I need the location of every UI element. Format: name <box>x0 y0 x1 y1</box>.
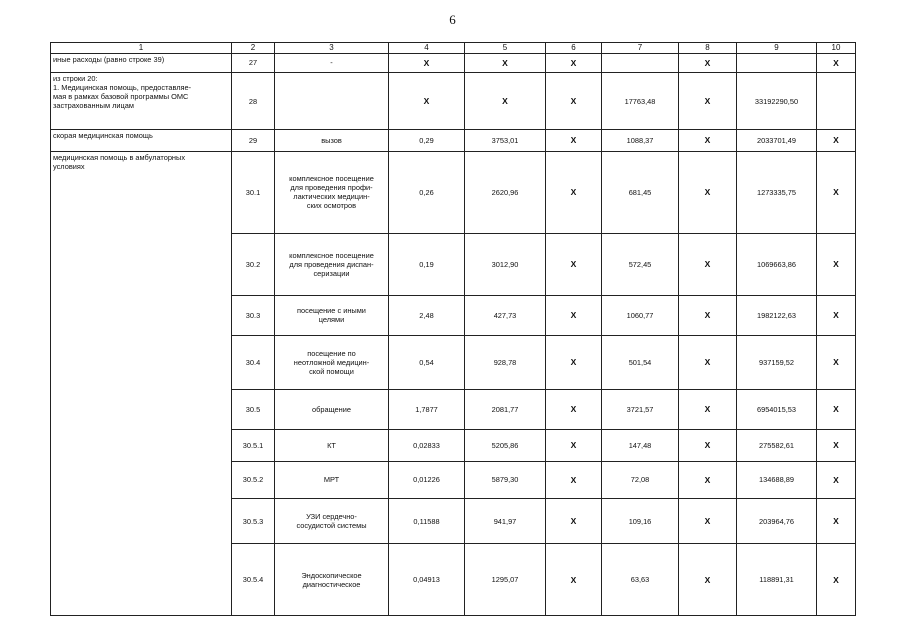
cell-col10: X <box>817 461 856 498</box>
header-cell: 6 <box>546 43 602 54</box>
cell-col6: X <box>546 335 602 389</box>
cell-col6: X <box>546 544 602 616</box>
cell-col3: комплексное посещение для проведения диспан- серизации <box>275 234 389 295</box>
table-row <box>51 72 856 129</box>
cell-col7: 3721,57 <box>602 390 679 429</box>
cell-col2: 30.5 <box>232 390 275 429</box>
cell-col6: X <box>546 53 602 72</box>
cell-col4: 0,19 <box>389 234 465 295</box>
cell-col4: 1,7877 <box>389 390 465 429</box>
cell-col6: X <box>546 72 602 129</box>
cell-col1: медицинская помощь в амбулаторных условиях <box>51 151 232 615</box>
cell-col6: X <box>546 295 602 335</box>
cell-col10: X <box>817 429 856 461</box>
cell-col5: 928,78 <box>465 335 546 389</box>
cell-col1: из строки 20: 1. Медицинская помощь, предоставляе- мая в рамках базовой программы ОМС застрахованным лицам <box>51 72 232 129</box>
data-table <box>50 42 856 616</box>
cell-col8: X <box>679 53 737 72</box>
header-row <box>51 43 856 54</box>
cell-col9: 2033701,49 <box>737 130 817 151</box>
cell-col4: 0,01226 <box>389 461 465 498</box>
cell-col3 <box>275 72 389 129</box>
cell-col7: 109,16 <box>602 499 679 544</box>
cell-col2: 30.4 <box>232 335 275 389</box>
cell-col4: 0,02833 <box>389 429 465 461</box>
cell-col2: 30.2 <box>232 234 275 295</box>
table-row <box>51 53 856 72</box>
cell-col9: 118891,31 <box>737 544 817 616</box>
cell-col6: X <box>546 429 602 461</box>
cell-col10: X <box>817 53 856 72</box>
cell-col1: скорая медицинская помощь <box>51 130 232 151</box>
cell-col8: X <box>679 335 737 389</box>
cell-col5: 941,97 <box>465 499 546 544</box>
cell-col6: X <box>546 499 602 544</box>
cell-col8: X <box>679 234 737 295</box>
cell-col4: X <box>389 53 465 72</box>
cell-col7: 501,54 <box>602 335 679 389</box>
cell-col6: X <box>546 390 602 429</box>
cell-col5: X <box>465 53 546 72</box>
cell-col10: X <box>817 295 856 335</box>
cell-col2: 30.5.2 <box>232 461 275 498</box>
cell-col3: обращение <box>275 390 389 429</box>
cell-col2: 28 <box>232 72 275 129</box>
cell-col5: 2081,77 <box>465 390 546 429</box>
header-cell: 1 <box>51 43 232 54</box>
cell-col8: X <box>679 72 737 129</box>
cell-col7: 63,63 <box>602 544 679 616</box>
header-cell: 4 <box>389 43 465 54</box>
cell-col7: 1088,37 <box>602 130 679 151</box>
cell-col9: 937159,52 <box>737 335 817 389</box>
cell-col10: X <box>817 130 856 151</box>
cell-col8: X <box>679 390 737 429</box>
cell-col5: 2620,96 <box>465 151 546 234</box>
cell-col3: Эндоскопическое диагностическое <box>275 544 389 616</box>
cell-col5: 427,73 <box>465 295 546 335</box>
cell-col9: 275582,61 <box>737 429 817 461</box>
table-row <box>51 151 856 234</box>
cell-col9: 1982122,63 <box>737 295 817 335</box>
cell-col6: X <box>546 130 602 151</box>
cell-col7: 572,45 <box>602 234 679 295</box>
cell-col10 <box>817 72 856 129</box>
cell-col5: 5879,30 <box>465 461 546 498</box>
header-cell: 7 <box>602 43 679 54</box>
cell-col9: 203964,76 <box>737 499 817 544</box>
cell-col9: 1069663,86 <box>737 234 817 295</box>
header-cell: 8 <box>679 43 737 54</box>
cell-col2: 27 <box>232 53 275 72</box>
cell-col3: комплексное посещение для проведения профи- лактических медицин- ских осмотров <box>275 151 389 234</box>
table-row <box>51 130 856 151</box>
header-cell: 9 <box>737 43 817 54</box>
cell-col8: X <box>679 499 737 544</box>
header-cell: 2 <box>232 43 275 54</box>
cell-col4: 0,04913 <box>389 544 465 616</box>
cell-col8: X <box>679 151 737 234</box>
cell-col2: 30.5.4 <box>232 544 275 616</box>
cell-col3: МРТ <box>275 461 389 498</box>
cell-col9 <box>737 53 817 72</box>
cell-col7: 147,48 <box>602 429 679 461</box>
cell-col10: X <box>817 335 856 389</box>
cell-col6: X <box>546 461 602 498</box>
cell-col4: 2,48 <box>389 295 465 335</box>
cell-col2: 30.5.3 <box>232 499 275 544</box>
cell-col9: 134688,89 <box>737 461 817 498</box>
cell-col9: 33192290,50 <box>737 72 817 129</box>
cell-col5: 3012,90 <box>465 234 546 295</box>
cell-col10: X <box>817 499 856 544</box>
cell-col9: 6954015,53 <box>737 390 817 429</box>
cell-col8: X <box>679 295 737 335</box>
cell-col5: X <box>465 72 546 129</box>
cell-col10: X <box>817 234 856 295</box>
cell-col7 <box>602 53 679 72</box>
cell-col4: X <box>389 72 465 129</box>
cell-col4: 0,29 <box>389 130 465 151</box>
cell-col8: X <box>679 461 737 498</box>
cell-col5: 3753,01 <box>465 130 546 151</box>
cell-col10: X <box>817 151 856 234</box>
cell-col1: иные расходы (равно строке 39) <box>51 53 232 72</box>
cell-col7: 681,45 <box>602 151 679 234</box>
page-number: 6 <box>449 12 456 27</box>
cell-col3: посещение по неотложной медицин- ской помощи <box>275 335 389 389</box>
cell-col3: вызов <box>275 130 389 151</box>
cell-col6: X <box>546 151 602 234</box>
cell-col8: X <box>679 544 737 616</box>
cell-col2: 29 <box>232 130 275 151</box>
cell-col2: 30.3 <box>232 295 275 335</box>
cell-col5: 1295,07 <box>465 544 546 616</box>
cell-col10: X <box>817 390 856 429</box>
cell-col3: посещение с иными целями <box>275 295 389 335</box>
cell-col5: 5205,86 <box>465 429 546 461</box>
cell-col7: 1060,77 <box>602 295 679 335</box>
header-cell: 10 <box>817 43 856 54</box>
cell-col2: 30.5.1 <box>232 429 275 461</box>
cell-col9: 1273335,75 <box>737 151 817 234</box>
cell-col8: X <box>679 130 737 151</box>
cell-col3: - <box>275 53 389 72</box>
cell-col4: 0,54 <box>389 335 465 389</box>
cell-col7: 72,08 <box>602 461 679 498</box>
cell-col4: 0,11588 <box>389 499 465 544</box>
cell-col2: 30.1 <box>232 151 275 234</box>
header-cell: 5 <box>465 43 546 54</box>
cell-col7: 17763,48 <box>602 72 679 129</box>
cell-col3: УЗИ сердечно- сосудистой системы <box>275 499 389 544</box>
cell-col6: X <box>546 234 602 295</box>
cell-col3: КТ <box>275 429 389 461</box>
cell-col10: X <box>817 544 856 616</box>
header-cell: 3 <box>275 43 389 54</box>
cell-col4: 0,26 <box>389 151 465 234</box>
cell-col8: X <box>679 429 737 461</box>
